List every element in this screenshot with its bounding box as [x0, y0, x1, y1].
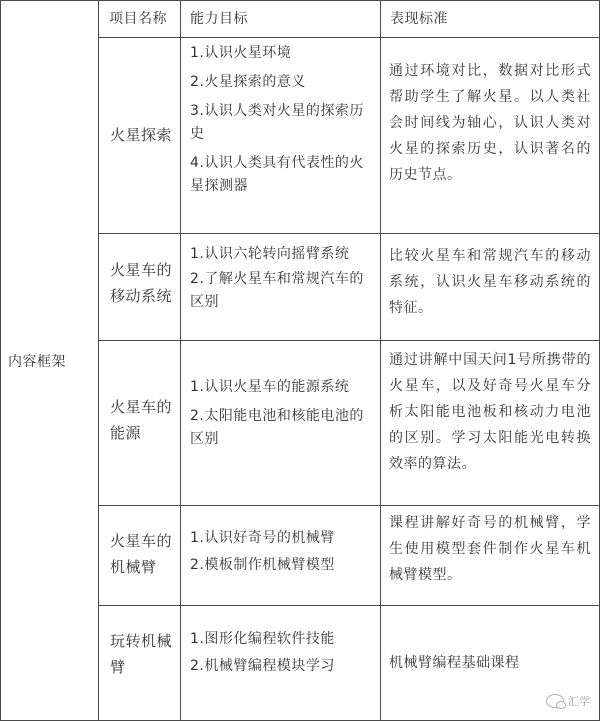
project-name: 火星探索: [110, 126, 173, 144]
goal-item: 1.认识火星车的能源系统: [190, 379, 350, 395]
goal-item: 2.了解火星车和常规汽车的区别: [190, 271, 364, 310]
header-standard: 表现标准: [390, 11, 448, 27]
row-divider: [98, 340, 600, 341]
goal-item: 3.认识人类对火星的探索历史: [190, 103, 364, 142]
wechat-icon: [546, 694, 564, 708]
goal-item: 2.太阳能电池和核能电池的区别: [190, 408, 364, 447]
table-border-top: [0, 0, 600, 1]
goal-item: 2.模板制作机械臂模型: [190, 557, 335, 573]
goal-item: 2.火星探索的意义: [190, 74, 306, 90]
performance-standard: 机械臂编程基础课程: [389, 655, 520, 671]
goal-item: 1.认识火星环境: [190, 45, 292, 61]
ability-goals: [190, 42, 374, 198]
project-name: 火星车的能源: [110, 398, 173, 442]
section-label: 内容框架: [8, 354, 66, 370]
goal-item: 1.认识六轮转向摇臂系统: [190, 246, 350, 262]
row-divider: [98, 233, 600, 234]
goal-item: 1.图形化编程软件技能: [190, 631, 335, 647]
goal-item: 2.机械臂编程模块学习: [190, 658, 335, 674]
table-border-left: [0, 0, 1, 721]
performance-standard: 通过环境对比，数据对比形式帮助学生了解火星。以人类社会时间线为轴心，认识人类对火星的探索历史，认识著名的历史节点。: [389, 63, 591, 183]
header-project: 项目名称: [109, 11, 167, 27]
performance-standard: 比较火星车和常规汽车的移动系统，认识火星车移动系统的特征。: [389, 248, 591, 316]
ability-goals: [190, 243, 374, 314]
row-divider: [98, 37, 600, 38]
watermark-text: 汇学: [568, 695, 590, 708]
performance-standard: 课程讲解好奇号的机械臂，学生使用模型套件制作火星车机械臂模型。: [389, 515, 591, 583]
ability-goals: [190, 527, 374, 577]
row-divider: [98, 605, 600, 606]
project-name: 火星车的移动系统: [110, 261, 173, 305]
column-divider: [98, 0, 99, 721]
ability-goals: [190, 376, 374, 451]
column-divider: [380, 0, 381, 721]
project-name: 玩转机械臂: [110, 632, 173, 676]
header-ability: 能力目标: [190, 11, 248, 27]
performance-standard: 通过讲解中国天问1号所携带的火星车，以及好奇号火星车分析太阳能电池板和核动力电池的区别。学习太阳能光电转换效率的算法。: [389, 352, 591, 472]
row-divider: [98, 505, 600, 506]
column-divider: [180, 0, 181, 721]
goal-item: 1.认识好奇号的机械臂: [190, 530, 335, 546]
ability-goals: [190, 628, 374, 678]
watermark: [546, 693, 590, 709]
project-name: 火星车的机械臂: [110, 532, 173, 576]
goal-item: 4.认识人类具有代表性的火星探测器: [190, 155, 364, 194]
